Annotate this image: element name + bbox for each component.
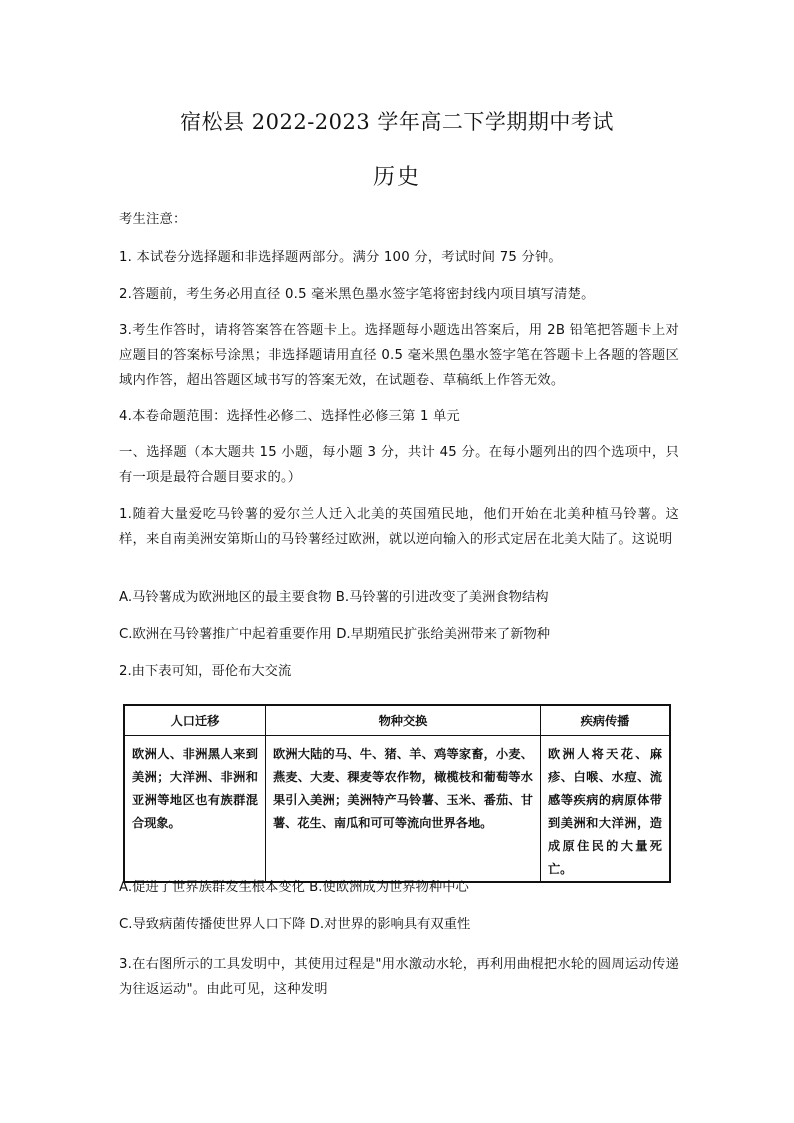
table-cell-species: 欧洲大陆的马、牛、猪、羊、鸡等家畜，小麦、燕麦、大麦、稞麦等农作物，橄榄枝和葡萄等水果引入美洲；美洲特产马铃薯、玉米、番茄、甘薯、花生、南瓜和可可等流向世界各地。 [266, 736, 541, 883]
table-header-row [124, 705, 670, 736]
question-1-options-cd: C.欧洲在马铃薯推广中起着重要作用 D.早期殖民扩张给美洲带来了新物种 [119, 627, 551, 642]
exam-title: 宿松县 2022-2023 学年高二下学期期中考试 [180, 110, 614, 134]
notice-item-4: 4.本卷命题范围：选择性必修二、选择性必修三第 1 单元 [119, 409, 461, 424]
notice-item-3: 3.考生作答时，请将答案答在答题卡上。选择题每小题选出答案后，用 2B 铅笔把答题卡上对应题目的答案标号涂黑；非选择题请用直径 0.5 毫米黑色墨水签字笔在答题卡上各题的答题区域内作答，超出答题区域书写的答案无效，在试题卷、草稿纸上作答无效。 [119, 323, 679, 388]
question-1-stem: 1.随着大量爱吃马铃薯的爱尔兰人迁入北美的英国殖民地，他们开始在北美种植马铃薯。这样，来自南美洲安第斯山的马铃薯经过欧洲，就以逆向输入的形式定居在北美大陆了。这说明 [119, 507, 679, 547]
question-1-options-ab: A.马铃薯成为欧洲地区的最主要食物 B.马铃薯的引进改变了美洲食物结构 [119, 590, 549, 605]
question-3-stem: 3.在右图所示的工具发明中，其使用过程是"用水激动水轮，再利用曲棍把水轮的圆周运动传递为往返运动"。由此可见，这种发明 [119, 957, 679, 997]
table-row [124, 736, 670, 883]
section-heading: 一、选择题（本大题共 15 小题，每小题 3 分，共计 45 分。在每小题列出的四个选项中，只有一项是最符合题目要求的。） [119, 445, 679, 485]
notice-heading: 考生注意： [119, 212, 187, 227]
table-cell-disease: 欧洲人将天花、麻疹、白喉、水痘、流感等疾病的病原体带到美洲和大洋洲，造成原住民的大量死亡。 [541, 736, 671, 883]
notice-item-2: 2.答题前，考生务必用直径 0.5 毫米黑色墨水签字笔将密封线内项目填写清楚。 [119, 287, 595, 302]
table-header-cell: 疾病传播 [541, 705, 671, 736]
table-cell-migration: 欧洲人、非洲黑人来到美洲；大洋洲、非洲和亚洲等地区也有族群混合现象。 [124, 736, 266, 883]
notice-item-1: 1. 本试卷分选择题和非选择题两部分。满分 100 分，考试时间 75 分钟。 [119, 250, 562, 265]
table-header-cell: 物种交换 [266, 705, 541, 736]
question-2-options-ab: A.促进了世界族群发生根本变化 B.使欧洲成为世界物种中心 [119, 880, 469, 895]
question-2-options-cd: C.导致病菌传播使世界人口下降 D.对世界的影响具有双重性 [119, 917, 471, 932]
subject-title: 历史 [372, 165, 421, 190]
table-header-cell: 人口迁移 [124, 705, 266, 736]
question-2-stem: 2.由下表可知，哥伦布大交流 [119, 664, 292, 679]
exchange-table [123, 704, 671, 883]
